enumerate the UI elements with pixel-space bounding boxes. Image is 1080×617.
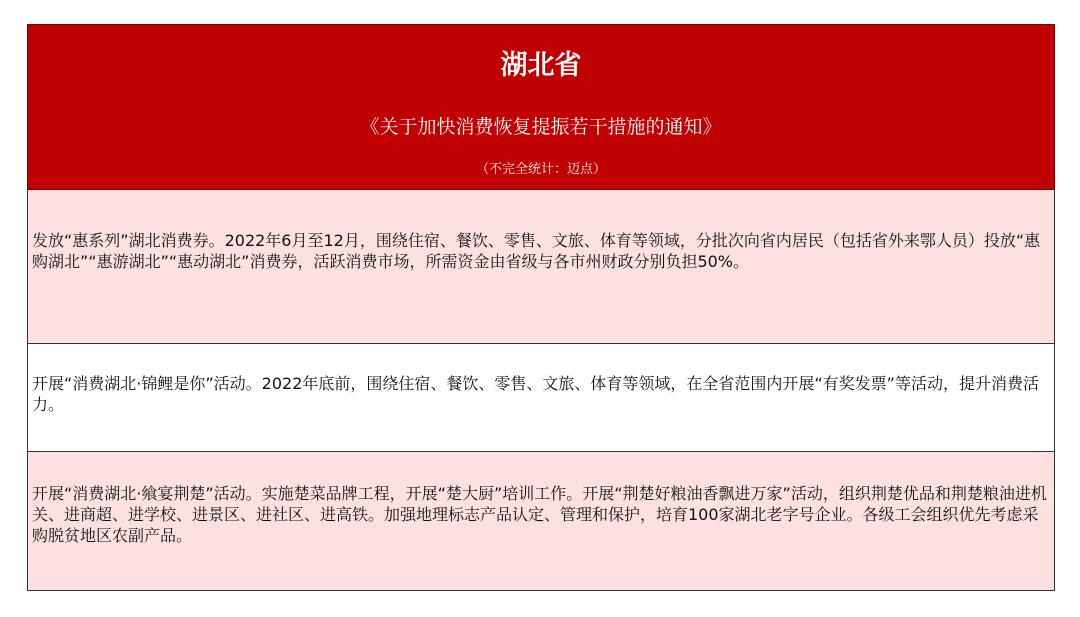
source-note: （不完全统计：迈点）	[475, 162, 606, 177]
measure-text: 开展“消费湖北·锦鲤是你”活动。2022年底前，围绕住宿、餐饮、零售、文旅、体育等领域，在全省范围内开展“有奖发票”等活动，提升消费活力。	[32, 374, 1039, 414]
measure-text: 发放“惠系列”湖北消费券。2022年6月至12月，围绕住宿、餐饮、零售、文旅、体育等领域，分批次向省内居民（包括省外来鄂人员）投放“惠购湖北”“惠游湖北”“惠动湖北”消费券，活跃消费市场，所需资金由省级与各市州财政分别负担50%。	[32, 231, 1041, 271]
table-header	[27, 24, 1055, 190]
table-row	[27, 344, 1055, 452]
table-row	[27, 190, 1055, 344]
measure-text: 开展“消费湖北·飨宴荆楚”活动。实施楚菜品牌工程，开展“楚大厨”培训工作。开展“荆楚好粮油香飘进万家”活动，组织荆楚优品和荆楚粮油进机关、进商超、进学校、进景区、进社区、进高铁。加强地理标志产品认定、管理和保护，培育100家湖北老字号企业。各级工会组织优先考虑采购脱贫地区农副产品。	[32, 484, 1047, 545]
table-row	[27, 452, 1055, 591]
policy-table	[27, 24, 1055, 591]
notice-title: 《关于加快消费恢复提振若干措施的通知》	[360, 116, 722, 138]
province-title: 湖北省	[500, 50, 582, 81]
